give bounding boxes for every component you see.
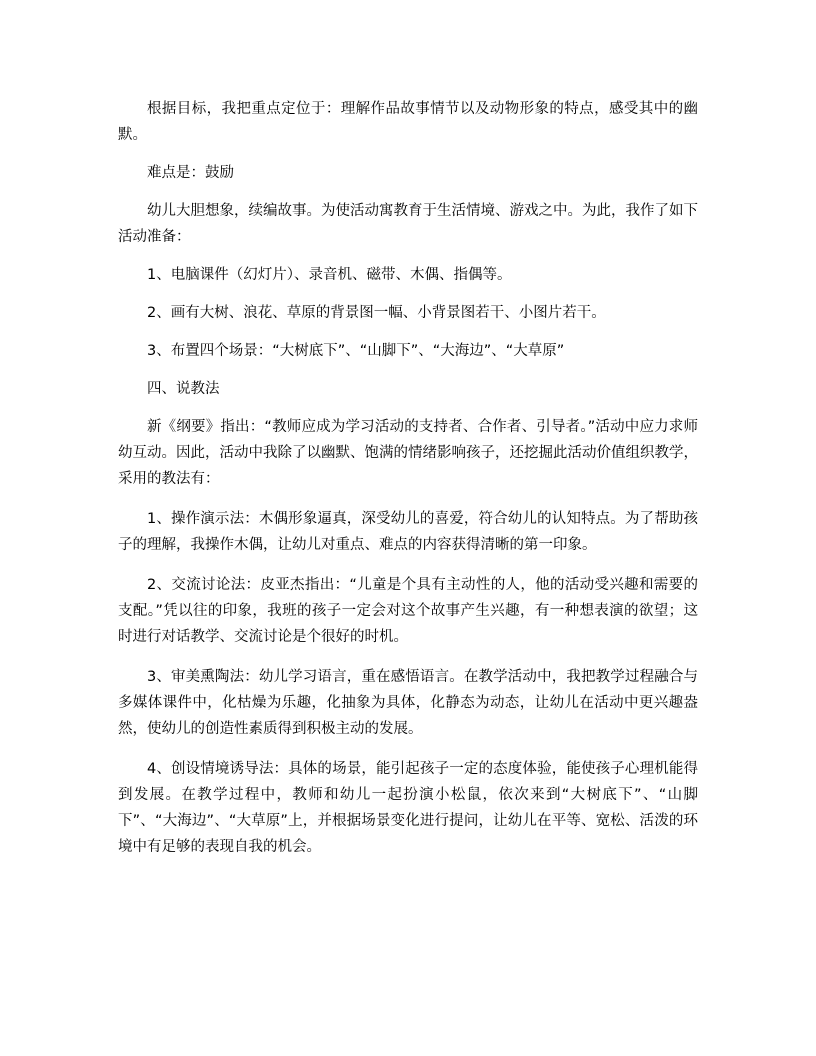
list-item-prep-1: 1、电脑课件（幻灯片）、录音机、磁带、木偶、指偶等。: [147, 267, 512, 283]
section-heading-teaching-methods: 四、说教法: [147, 381, 220, 397]
paragraph-imagination: 幼儿大胆想象，续编故事。为使活动寓教育于生活情境、游戏之中。为此，我作了如下活动准备：: [118, 203, 698, 245]
list-item-prep-3: 3、布置四个场景：“大树底下”、“山脚下”、“大海边”、“大草原”: [147, 343, 565, 359]
list-item-method-4: 4、创设情境诱导法：具体的场景，能引起孩子一定的态度体验，能使孩子心理机能得到发展。在教学过程中，教师和幼儿一起扮演小松鼠，依次来到“大树底下”、“山脚下”、“大海边”、“大草原”上，并根据场景变化进行提问，让幼儿在平等、宽松、活泼的环境中有足够的表现自我的机会。: [118, 761, 698, 855]
paragraph-difficulty: 难点是：鼓励: [147, 165, 234, 181]
list-item-method-1: 1、操作演示法：木偶形象逼真，深受幼儿的喜爱，符合幼儿的认知特点。为了帮助孩子的理解，我操作木偶，让幼儿对重点、难点的内容获得清晰的第一印象。: [118, 511, 698, 553]
paragraph-guideline: 新《纲要》指出：“教师应成为学习活动的支持者、合作者、引导者。”活动中应力求师幼互动。因此，活动中我除了以幽默、饱满的情绪影响孩子，还挖掘此活动价值组织教学，采用的教法有：: [118, 419, 698, 487]
list-item-method-3: 3、审美熏陶法：幼儿学习语言，重在感悟语言。在教学活动中，我把教学过程融合与多媒体课件中，化枯燥为乐趣，化抽象为具体，化静态为动态，让幼儿在活动中更兴趣盎然，使幼儿的创造性素质得到积极主动的发展。: [118, 669, 698, 737]
paragraph-key-point: 根据目标，我把重点定位于：理解作品故事情节以及动物形象的特点，感受其中的幽默。: [118, 101, 698, 143]
document-page: [118, 96, 698, 860]
list-item-method-2: 2、交流讨论法：皮亚杰指出：“儿童是个具有主动性的人，他的活动受兴趣和需要的支配。”凭以往的印象，我班的孩子一定会对这个故事产生兴趣，有一种想表演的欲望；这时进行对话教学、交流讨论是个很好的时机。: [118, 577, 698, 645]
list-item-prep-2: 2、画有大树、浪花、草原的背景图一幅、小背景图若干、小图片若干。: [147, 305, 606, 321]
